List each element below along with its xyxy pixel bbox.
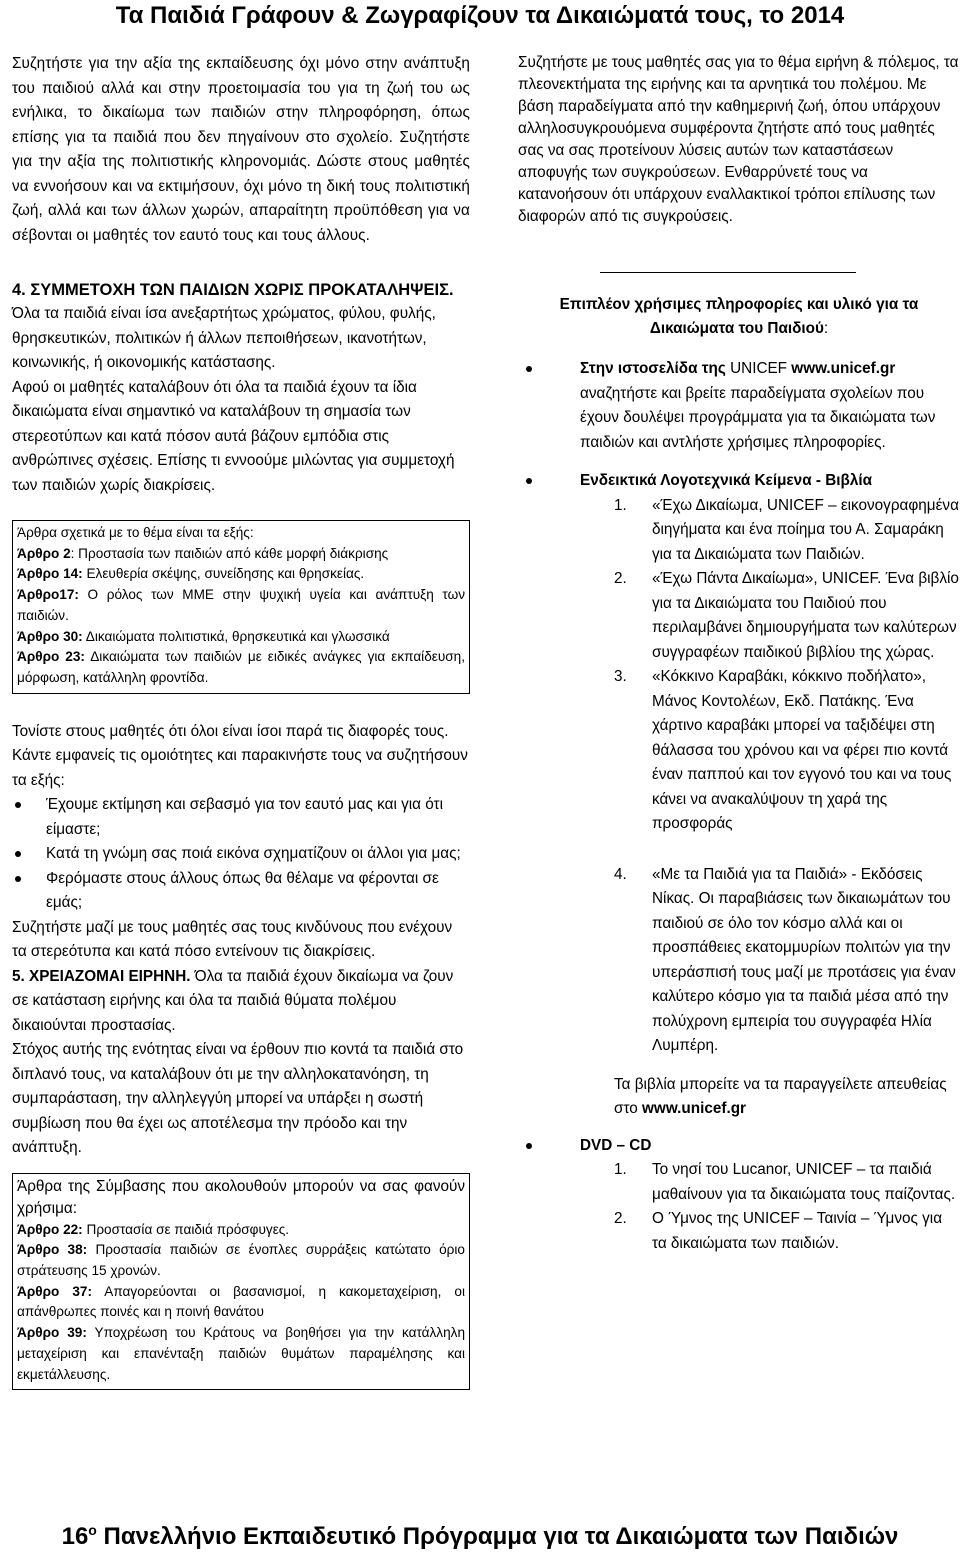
order-books-note: Τα βιβλία μπορείτε να τα παραγγείλετε απευθείας στο www.unicef.gr xyxy=(614,1075,947,1117)
unicef-order-link[interactable]: www.unicef.gr xyxy=(642,1100,747,1117)
discussion-questions xyxy=(12,793,470,916)
page-header-title: Τα Παιδιά Γράφουν & Ζωγραφίζουν τα Δικαιώματά τους, το 2014 xyxy=(115,2,845,29)
articles-box-heading: Άρθρα της Σύμβασης που ακολουθούν μπορούν να σας φανούν χρήσιμα: xyxy=(17,1177,465,1217)
articles-box-heading: Άρθρα σχετικά με το θέμα είναι τα εξής: xyxy=(17,525,254,540)
list-item: 2. Ο Ύμνος της UNICEF – Ταινία – Ύμνος για τα δικαιώματα των παιδιών. xyxy=(614,1210,943,1252)
bullet-icon xyxy=(15,802,21,808)
list-item: 2. «Έχω Πάντα Δικαίωμα», UNICEF. Ένα βιβλίο για τα Δικαιώματα του Παιδιού που περιλαμβάνει δημιουργήματα των καλύτερων συγγραφέων παιδικού βιβλίου της χώρας. xyxy=(614,570,959,661)
article-row: Άρθρο 2: Προστασία των παιδιών από κάθε μορφή διάκρισης xyxy=(17,545,389,561)
section-4-paragraph-1: Όλα τα παιδιά είναι ίσα ανεξαρτήτως χρώματος, φύλου, φυλής, θρησκευτικών, πολιτικών ή άλλων πεποιθήσεων, ικανοτήτων, κοινωνικής, ή οικονομικής κατάστασης. xyxy=(12,305,436,371)
right-column xyxy=(518,52,960,1256)
bullet-icon xyxy=(15,876,21,882)
unicef-link[interactable]: www.unicef.gr xyxy=(791,360,896,377)
bullet-icon xyxy=(526,366,532,372)
section-5-paragraph-1: 5. ΧΡΕΙΑΖΟΜΑΙ ΕΙΡΗΝΗ. Όλα τα παιδιά έχουν δικαίωμα να ζουν σε κατάσταση ειρήνης και όλα τα παιδιά θύματα πολέμου δικαιούνται προστασίας. xyxy=(12,967,454,1034)
page-footer: $16^o$ Πανελλήνιο Εκπαιδευτικό Πρόγραμμα για τα Δικαιώματα των Παιδιών xyxy=(61,1522,899,1550)
unicef-site-item: Στην ιστοσελίδα της UNICEF www.unicef.gr αναζητήστε και βρείτε παραδείγματα σχολείων που έχουν δουλέψει προγράμματα για τα δικαιώματα των παιδιών και αντλήστε χρήσιμες πληροφορίες. xyxy=(518,357,960,455)
list-item: Κατά τη γνώμη σας ποιά εικόνα σχηματίζουν οι άλλοι για μας; xyxy=(12,842,470,867)
books-list xyxy=(518,494,960,1059)
equality-paragraph: Τονίστε στους μαθητές ότι όλοι είναι ίσοι παρά τις διαφορές τους. Κάντε εμφανείς τις ομοιότητες και παρακινήστε τους να συζητήσουν τα εξής: xyxy=(12,722,468,789)
literature-heading-item: Ενδεικτικά Λογοτεχνικά Κείμενα - Βιβλία xyxy=(518,469,960,494)
section-4-paragraph-2: Αφού οι μαθητές καταλάβουν ότι όλα τα παιδιά έχουν τα ίδια δικαιώματα είναι σημαντικό να καταλάβουν τη σημασία των στερεοτύπων και κατά πόσον αυτά βάζουν εμπόδια στις ανθρώπινες σχέσεις. Επίσης τι εννοούμε μιλώντας για συμμετοχή των παιδιών χωρίς διακρίσεις. xyxy=(12,378,455,494)
list-item: 1. Το νησί του Lucanor, UNICEF – τα παιδιά μαθαίνουν για τα δικαιώματα τους παίζοντας. xyxy=(614,1161,956,1203)
article-row: Άρθρο 39: Υποχρέωση του Κράτους να βοηθήσει για την κατάλληλη μεταχείριση και επανένταξη παιδιών θυμάτων παραμέλησης και εκμετάλλευσης. xyxy=(17,1325,466,1382)
more-info-heading: Επιπλέον χρήσιμες πληροφορίες και υλικό για τα Δικαιώματα του Παιδιού: xyxy=(559,296,919,337)
list-item: 4. «Με τα Παιδιά για τα Παιδιά» - Εκδόσεις Νίκας. Οι παραβιάσεις των δικαιωμάτων του παιδιού σε όλο τον κόσμο αλλά και οι προσπάθειες εκατομμυρίων πολιτών για την υπεράσπισή τους μαζί με προτάσεις για έναν καλύτερο κόσμο για τα παιδιά μέσα από την πολύχρονη εμπειρία του συγγραφέα Ηλία Λυμπέρη. xyxy=(614,865,956,1054)
dvd-list xyxy=(518,1158,960,1256)
list-item: 1. «Έχω Δικαίωμα, UNICEF – εικονογραφημένα διηγήματα και ένα ποίημα του Α. Σαμαράκη για τα Δικαιώματα των Παιδιών. xyxy=(614,496,959,563)
article-row: Άρθρο17: Ο ρόλος των ΜΜΕ στην ψυχική υγεία και ανάπτυξη των παιδιών. xyxy=(17,587,465,623)
list-item: Έχουμε εκτίμηση και σεβασμό για τον εαυτό μας και για ότι είμαστε; xyxy=(12,793,470,842)
left-column xyxy=(12,52,470,1390)
articles-box-peace xyxy=(12,1173,470,1391)
list-item: 3. «Κόκκινο Καραβάκι, κόκκινο ποδήλατο», Μάνος Κοντολέων, Εκδ. Πατάκης. Ένα χάρτινο καραβάκι μπορεί να ταξιδέψει στη θάλασσα του χρόνου και να φέρει πιο κοντά έναν παππού και τον εγγονό του και να τους κάνει να ανακαλύψουν τη χαρά της προσφοράς xyxy=(614,668,952,832)
intro-paragraph: Συζητήστε για την αξία της εκπαίδευσης όχι μόνο στην ανάπτυξη του παιδιού αλλά και στην προετοιμασία του για τη ζωή του ως ενήλικα, το δικαίωμα των παιδιών στην πληροφόρηση, όπως επίσης για τα παιδιά που δεν πηγαίνουν στο σχολείο. Συζητήστε για την αξία της πολιτιστικής κληρονομιάς. Δώστε στους μαθητές να εννοήσουν και να εκτιμήσουν, όχι μόνο τη δική τους πολιτιστική ζωή, αλλά και των άλλων χωρών, απαραίτητη προϋπόθεση για να σέβονται οι μαθητές τον εαυτό τους και τους άλλους. xyxy=(12,55,470,244)
article-row: Άρθρο 37: Απαγορεύονται οι βασανισμοί, η κακομεταχείριση, οι απάνθρωπες ποινές και η ποινή θανάτου xyxy=(17,1283,465,1320)
bullet-icon xyxy=(526,478,532,484)
article-row: Άρθρο 14: Ελευθερία σκέψης, συνείδησης και θρησκείας. xyxy=(17,566,365,582)
stereotypes-paragraph: Συζητήστε μαζί με τους μαθητές σας τους κινδύνους που ενέχουν τα στερεότυπα και κατά πόσο εντείνουν τις διακρίσεις. xyxy=(12,918,453,961)
section-5-heading: 5. ΧΡΕΙΑΖΟΜΑΙ ΕΙΡΗΝΗ. xyxy=(12,967,191,985)
list-item: Φερόμαστε στους άλλους όπως θα θέλαμε να φέρονται σε εμάς; xyxy=(12,867,470,916)
dvd-heading-item: DVD – CD xyxy=(518,1134,960,1159)
bullet-icon xyxy=(526,1143,532,1149)
divider xyxy=(600,272,856,273)
bullet-icon xyxy=(15,851,21,857)
peace-paragraph: Συζητήστε με τους μαθητές σας για το θέμα ειρήνη & πόλεμος, τα πλεονεκτήματα της ειρήνης και τα αρνητικά του πολέμου. Με βάση παραδείγματα από την καθημερινή ζωή, όπου υπάρχουν αλληλοσυγκρουόμενα συμφέροντα ζητήστε από τους μαθητές σας να σας προτείνουν λύσεις αυτών των καταστάσεων αποφυγής των συγκρούσεων. Ενθαρρύνετέ τους να κατανοήσουν ότι υπάρχουν εναλλακτικοί τρόποι επίλυσης των διαφορών από τις συγκρούσεις. xyxy=(518,54,959,225)
article-row: Άρθρο 38: Προστασία παιδιών σε ένοπλες συρράξεις κατώτατο όριο στράτευσης 15 χρονών. xyxy=(17,1242,465,1279)
section-5-paragraph-2: Στόχος αυτής της ενότητας είναι να έρθουν πιο κοντά τα παιδιά στο διπλανό τους, να καταλάβουν ότι με την αλληλοκατανόηση, τη συμπαράσταση, την αλληλεγγύη μπορεί να υπάρξει η σωστή συμβίωση που θα έχει ως αποτέλεσμα την πρόοδο και την ανάπτυξη. xyxy=(12,1041,464,1157)
articles-box-equality xyxy=(12,520,470,694)
article-row: Άρθρο 30: Δικαιώματα πολιτιστικά, θρησκευτικά και γλωσσικά xyxy=(17,628,390,644)
article-row: Άρθρο 22: Προστασία σε παιδιά πρόσφυγες. xyxy=(17,1221,290,1237)
section-4-heading: 4. ΣΥΜΜΕΤΟΧΗ ΤΩΝ ΠΑΙΔΙΩΝ ΧΩΡΙΣ ΠΡΟΚΑΤΑΛΗΨΕΙΣ. xyxy=(12,281,454,299)
article-row: Άρθρο 23: Δικαιώματα των παιδιών με ειδικές ανάγκες για εκπαίδευση, μόρφωση, κατάλληλη φροντίδα. xyxy=(17,649,465,685)
